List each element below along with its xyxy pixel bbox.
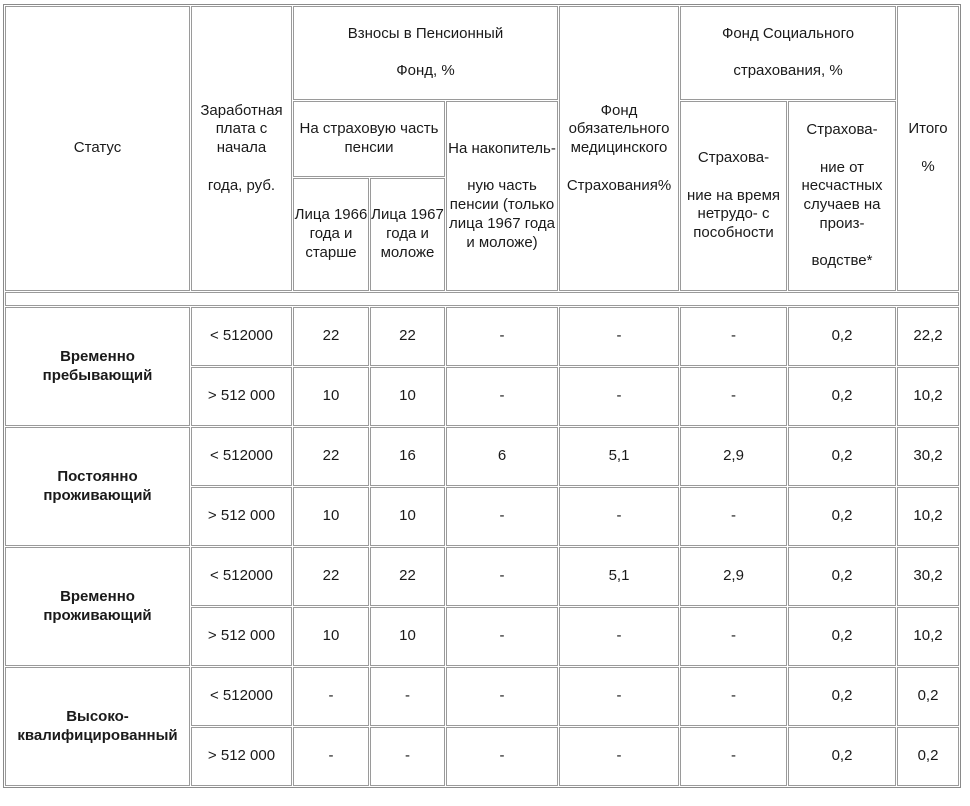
status-cell: Высоко-квалифицированный [5,667,190,786]
cell-funded: - [446,487,558,546]
cell-disability: 2,9 [680,547,787,606]
cell-total: 22,2 [897,307,959,366]
cell-accidents: 0,2 [788,547,896,606]
table-body [5,307,959,786]
header-social-fund: Фонд Социального страхования, % [680,6,896,100]
cell-born-1966: 22 [293,307,369,366]
cell-salary: > 512 000 [191,727,292,786]
cell-funded: - [446,667,558,726]
cell-medical: - [559,667,679,726]
cell-medical: - [559,367,679,426]
cell-accidents: 0,2 [788,607,896,666]
cell-disability: - [680,487,787,546]
cell-medical: 5,1 [559,427,679,486]
header-total: Итого % [897,6,959,291]
cell-funded: 6 [446,427,558,486]
cell-accidents: 0,2 [788,307,896,366]
cell-born-1966: 10 [293,487,369,546]
cell-total: 10,2 [897,607,959,666]
separator-row [5,292,959,306]
cell-total: 0,2 [897,667,959,726]
table-row [5,427,959,486]
cell-salary: < 512000 [191,667,292,726]
status-cell: Временно проживающий [5,547,190,666]
table-row [5,307,959,366]
cell-born-1967: - [370,667,445,726]
cell-born-1967: 10 [370,607,445,666]
cell-disability: 2,9 [680,427,787,486]
cell-salary: < 512000 [191,307,292,366]
header-born-1967: Лица 1967 года и моложе [370,178,445,291]
cell-born-1967: 16 [370,427,445,486]
header-disability: Страхова- ние на время нетрудо- с пособности [680,101,787,291]
cell-funded: - [446,547,558,606]
cell-born-1967: 10 [370,487,445,546]
contributions-table [3,4,961,788]
cell-funded: - [446,367,558,426]
cell-medical: - [559,307,679,366]
cell-disability: - [680,667,787,726]
cell-disability: - [680,607,787,666]
cell-total: 0,2 [897,727,959,786]
cell-medical: - [559,487,679,546]
cell-disability: - [680,367,787,426]
table-row [5,667,959,726]
cell-total: 30,2 [897,427,959,486]
separator-cell [5,292,959,306]
cell-salary: > 512 000 [191,607,292,666]
header-insurance-part: На страховую часть пенсии [293,101,445,177]
status-cell: Временно пребывающий [5,307,190,426]
table-row [5,547,959,606]
table-header [5,6,959,306]
cell-salary: > 512 000 [191,367,292,426]
cell-disability: - [680,307,787,366]
cell-born-1966: 22 [293,427,369,486]
cell-total: 10,2 [897,487,959,546]
cell-medical: - [559,607,679,666]
cell-salary: > 512 000 [191,487,292,546]
cell-born-1967: 22 [370,547,445,606]
cell-medical: 5,1 [559,547,679,606]
header-born-1966: Лица 1966 года и старше [293,178,369,291]
header-medical-fund: Фонд обязательного медицинского Страхования% [559,6,679,291]
cell-accidents: 0,2 [788,667,896,726]
cell-salary: < 512000 [191,427,292,486]
cell-accidents: 0,2 [788,727,896,786]
cell-born-1967: - [370,727,445,786]
header-salary: Заработная плата с начала года, руб. [191,6,292,291]
header-pension-fund: Взносы в Пенсионный Фонд, % [293,6,558,100]
cell-disability: - [680,727,787,786]
cell-medical: - [559,727,679,786]
cell-accidents: 0,2 [788,367,896,426]
cell-accidents: 0,2 [788,427,896,486]
cell-born-1966: 22 [293,547,369,606]
cell-born-1967: 10 [370,367,445,426]
header-status: Статус [5,6,190,291]
cell-salary: < 512000 [191,547,292,606]
cell-total: 10,2 [897,367,959,426]
cell-accidents: 0,2 [788,487,896,546]
status-cell: Постоянно проживающий [5,427,190,546]
cell-born-1967: 22 [370,307,445,366]
cell-funded: - [446,727,558,786]
cell-born-1966: 10 [293,607,369,666]
cell-total: 30,2 [897,547,959,606]
cell-born-1966: 10 [293,367,369,426]
header-accidents: Страхова- ние от несчастных случаев на произ- водстве* [788,101,896,291]
cell-funded: - [446,307,558,366]
cell-born-1966: - [293,727,369,786]
cell-funded: - [446,607,558,666]
cell-born-1966: - [293,667,369,726]
header-funded-part: На накопитель- ную часть пенсии (только лица 1967 года и моложе) [446,101,558,291]
